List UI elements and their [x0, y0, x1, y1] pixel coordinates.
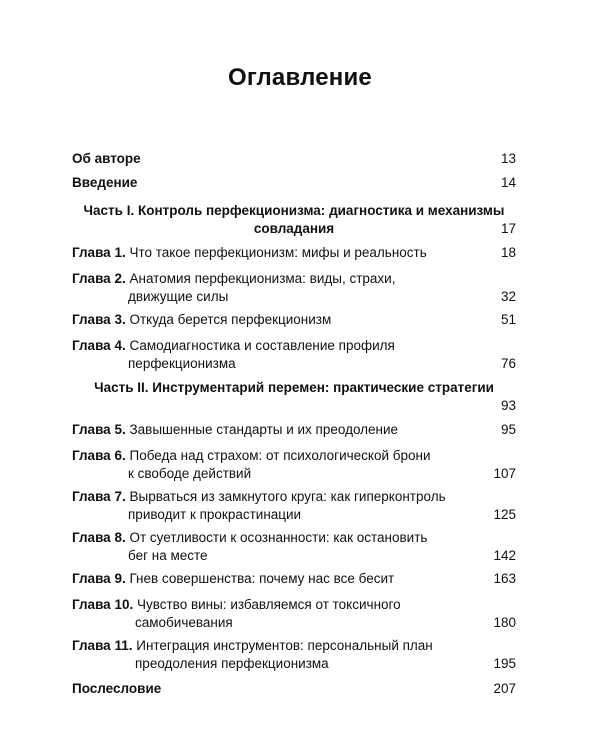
- chapter-number: Глава 3.: [72, 312, 126, 327]
- chapter-title: Самодиагностика и составление профиля: [129, 338, 395, 353]
- chapter-title: Чувство вины: избавляемся от токсичного: [136, 597, 401, 612]
- toc-part-1: [72, 202, 516, 238]
- chapter-number: Глава 5.: [72, 422, 126, 437]
- page-title: Оглавление: [228, 64, 372, 91]
- chapter-number: Глава 11.: [72, 638, 133, 653]
- chapter-title-cont: перфекционизма: [128, 356, 236, 371]
- chapter-title: Гнев совершенства: почему нас все бесит: [129, 571, 395, 586]
- page-number: 195: [493, 656, 516, 671]
- toc-entry-chapter-8: [72, 529, 516, 565]
- toc-entry-chapter-11: [72, 637, 516, 673]
- part-title-line2: практические стратегии: [333, 380, 494, 395]
- toc-entry-chapter-5: [72, 421, 516, 439]
- chapter-title: Победа над страхом: от психологической брони: [129, 448, 431, 463]
- chapter-title: Вырваться из замкнутого круга: как гиперконтроль: [129, 489, 446, 504]
- entry-label: Об авторе: [72, 151, 141, 166]
- chapter-number: Глава 6.: [72, 448, 126, 463]
- chapter-number: Глава 9.: [72, 571, 126, 586]
- chapter-number: Глава 8.: [72, 530, 126, 545]
- chapter-title: Что такое перфекционизм: мифы и реальность: [129, 245, 427, 260]
- chapter-number: Глава 1.: [72, 245, 126, 260]
- page-number: 107: [493, 466, 516, 481]
- page-number: 76: [500, 356, 516, 371]
- chapter-number: Глава 4.: [72, 338, 126, 353]
- toc-entry-chapter-4: [72, 337, 516, 373]
- chapter-title-cont: самобичевания: [135, 615, 233, 630]
- toc-entry-chapter-2: [72, 270, 516, 306]
- toc-entry-chapter-9: [72, 570, 516, 588]
- part-title-line1: Часть I. Контроль перфекционизма:: [83, 203, 326, 218]
- page-number: 93: [500, 398, 516, 413]
- chapter-title: Анатомия перфекционизма: виды, страхи,: [129, 271, 396, 286]
- chapter-number: Глава 7.: [72, 489, 126, 504]
- chapter-title-cont: к свободе действий: [128, 466, 252, 481]
- chapter-title-cont: приводит к прокрастинации: [128, 507, 302, 522]
- chapter-title-cont: движущие силы: [128, 289, 229, 304]
- page-number: 207: [493, 681, 516, 696]
- page-number: 17: [500, 221, 516, 236]
- toc-entry-chapter-7: [72, 488, 516, 524]
- page-number: 125: [493, 507, 516, 522]
- chapter-title-cont: преодоления перфекционизма: [135, 656, 329, 671]
- chapter-number: Глава 2.: [72, 271, 126, 286]
- entry-label: Послесловие: [72, 681, 162, 696]
- page-number: 180: [493, 615, 516, 630]
- toc-entry-afterword: [72, 680, 516, 698]
- toc-entry-chapter-10: [72, 596, 516, 632]
- page-number: 51: [500, 312, 516, 327]
- part-title-line2: диагностика и механизмы совладания: [253, 203, 505, 236]
- toc-entry-chapter-1: [72, 244, 516, 262]
- chapter-title: Интеграция инструментов: персональный план: [136, 638, 433, 653]
- page-number: 13: [500, 151, 516, 166]
- page-number: 163: [493, 571, 516, 586]
- part-title-line1: Часть II. Инструментарий перемен:: [94, 380, 330, 395]
- chapter-title-cont: бег на месте: [128, 548, 208, 563]
- toc-entry-chapter-6: [72, 447, 516, 483]
- chapter-title: От суетливости к осознанности: как остановить: [129, 530, 428, 545]
- toc-entry-chapter-3: [72, 311, 516, 329]
- chapter-title: Завышенные стандарты и их преодоление: [129, 422, 399, 437]
- page-number: 18: [500, 245, 516, 260]
- page-number: 14: [500, 175, 516, 190]
- page-number: 142: [493, 548, 516, 563]
- toc-part-2: [72, 379, 516, 413]
- chapter-title: Откуда берется перфекционизм: [129, 312, 332, 327]
- entry-label: Введение: [72, 175, 138, 190]
- page-number: 95: [500, 422, 516, 437]
- chapter-number: Глава 10.: [72, 597, 134, 612]
- toc-entry-about-author: [72, 150, 516, 168]
- toc-entry-introduction: [72, 174, 516, 192]
- page-number: 32: [500, 289, 516, 304]
